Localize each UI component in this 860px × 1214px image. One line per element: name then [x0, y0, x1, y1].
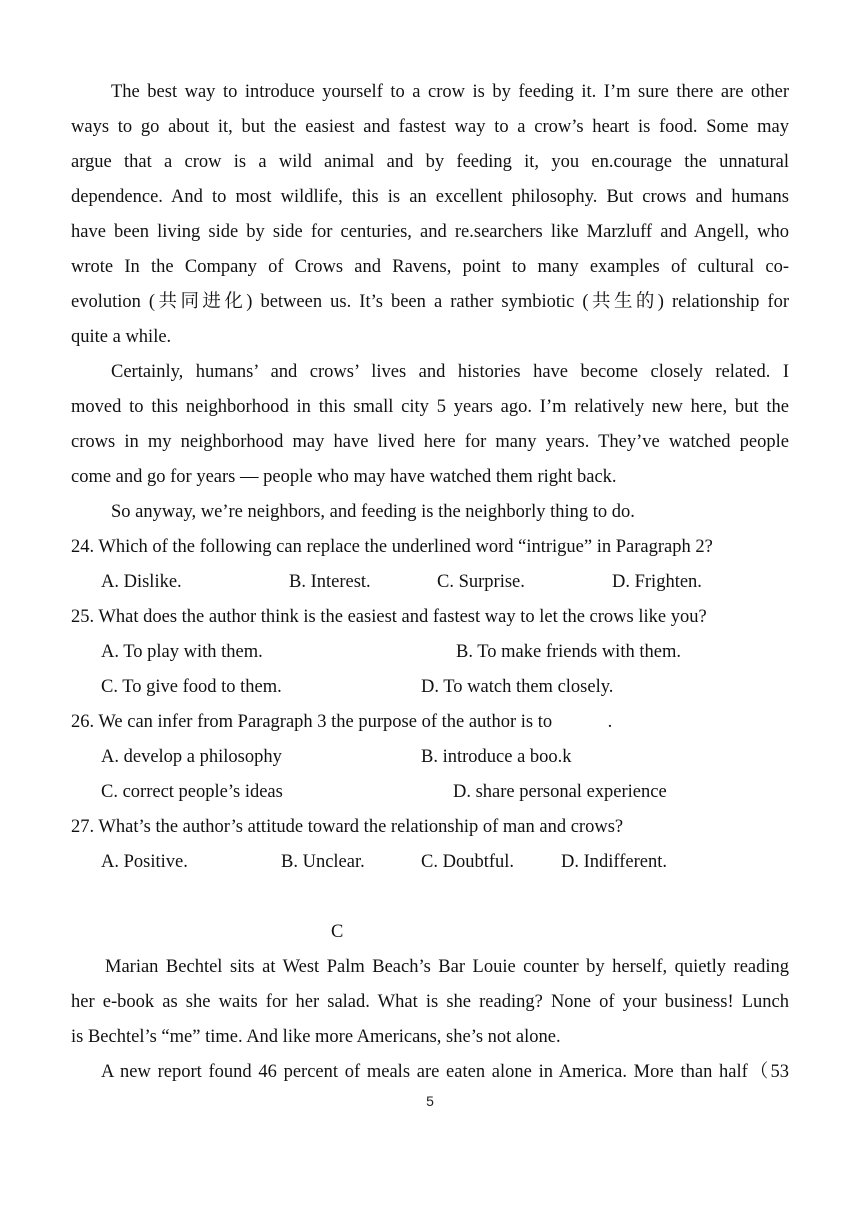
question-26-stem: 26. We can infer from Paragraph 3 the purpose of the author is to .: [71, 712, 613, 732]
question-24-option-b: B. Interest.: [289, 572, 371, 592]
question-25-option-a: A. To play with them.: [101, 642, 263, 662]
passage-b-p3-line-1: So anyway, we’re neighbors, and feeding is the neighborly thing to do.: [111, 502, 635, 522]
page-number: 5: [426, 1093, 434, 1109]
question-24-stem: 24. Which of the following can replace the underlined word “intrigue” in Paragraph 2?: [71, 537, 713, 557]
passage-c-p1-line-2: her e-book as she waits for her salad. What is she reading? None of your business! Lunch: [71, 992, 789, 1012]
question-27-option-a: A. Positive.: [101, 852, 188, 872]
passage-b-p1-line-4: dependence. And to most wildlife, this is an excellent philosophy. But crows and humans: [71, 187, 789, 207]
question-26-option-a: A. develop a philosophy: [101, 747, 282, 767]
passage-b-p1-line-2: ways to go about it, but the easiest and fastest way to a crow’s heart is food. Some may: [71, 117, 789, 137]
question-26-option-d: D. share personal experience: [453, 782, 667, 802]
section-c-heading: C: [331, 922, 344, 942]
passage-b-p2-line-1: Certainly, humans’ and crows’ lives and histories have become closely related. I: [111, 362, 789, 382]
passage-b-p1-line-8: quite a while.: [71, 327, 172, 347]
question-26-option-b: B. introduce a boo.k: [421, 747, 572, 767]
question-25-option-b: B. To make friends with them.: [456, 642, 681, 662]
passage-b-p2-line-2: moved to this neighborhood in this small city 5 years ago. I’m relatively new here, but the: [71, 397, 789, 417]
question-27-option-c: C. Doubtful.: [421, 852, 515, 872]
passage-b-p2-line-4: come and go for years — people who may have watched them right back.: [71, 467, 617, 487]
question-27-option-d: D. Indifferent.: [561, 852, 667, 872]
question-25-option-d: D. To watch them closely.: [421, 677, 614, 697]
passage-b-p1-line-1: The best way to introduce yourself to a crow is by feeding it. I’m sure there are other: [111, 82, 789, 102]
passage-b-p1-line-6: wrote In the Company of Crows and Ravens, point to many examples of cultural co-: [71, 257, 789, 277]
passage-b-p1-line-7: evolution (共同进化) between us. It’s been a rather symbiotic (共生的) relationship for: [71, 292, 789, 312]
passage-b-p1-line-5: have been living side by side for centuries, and re.searchers like Marzluff and Angell, who: [71, 222, 789, 242]
passage-b-p2-line-3: crows in my neighborhood may have lived here for many years. They’ve watched people: [71, 432, 789, 452]
question-25-stem: 25. What does the author think is the easiest and fastest way to let the crows like you?: [71, 607, 707, 627]
question-26-option-c: C. correct people’s ideas: [101, 782, 283, 802]
question-24-option-c: C. Surprise.: [437, 572, 525, 592]
question-24-option-a: A. Dislike.: [101, 572, 182, 592]
question-27-stem: 27. What’s the author’s attitude toward the relationship of man and crows?: [71, 817, 624, 837]
passage-b-p1-line-3: argue that a crow is a wild animal and by feeding it, you en.courage the unnatural: [71, 152, 789, 172]
passage-c-p1-line-3: is Bechtel’s “me” time. And like more Americans, she’s not alone.: [71, 1027, 561, 1047]
passage-c-p2-line-1: A new report found 46 percent of meals are eaten alone in America. More than half（53: [101, 1062, 789, 1082]
passage-c-p1-line-1: Marian Bechtel sits at West Palm Beach’s Bar Louie counter by herself, quietly reading: [105, 957, 789, 977]
question-24-option-d: D. Frighten.: [612, 572, 702, 592]
question-27-option-b: B. Unclear.: [281, 852, 365, 872]
question-25-option-c: C. To give food to them.: [101, 677, 282, 697]
